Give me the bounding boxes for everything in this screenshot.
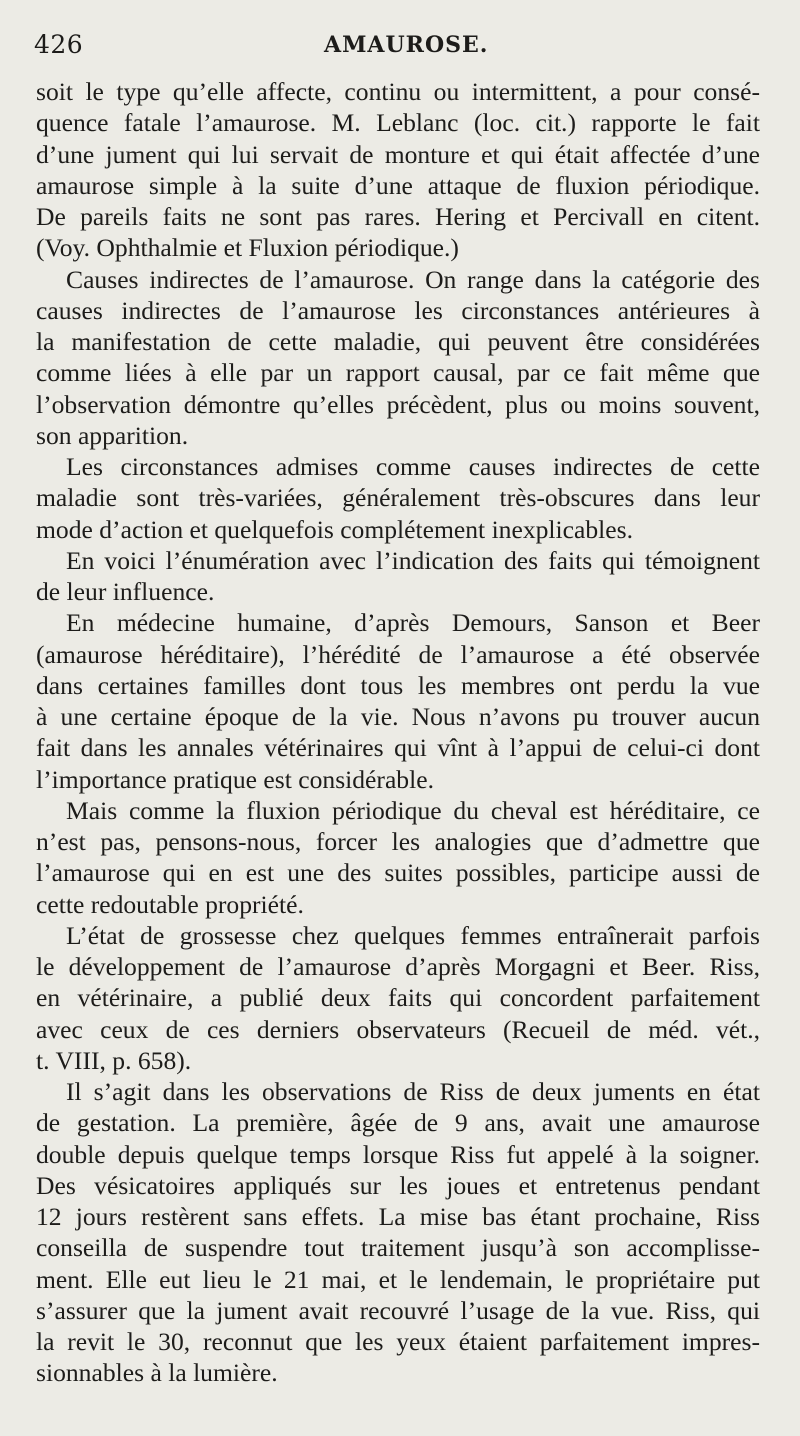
text-line: amaurose simple à la suite d’une attaque de fluxion périodique.	[36, 170, 760, 200]
text-line: soit le type qu’elle affecte, continu ou intermittent, a pour consé-	[36, 77, 760, 106]
text-line: Il s’agit dans les observations de Riss de deux juments en état	[66, 1077, 760, 1106]
text-line: quence fatale l’amaurose. M. Leblanc (loc. cit.) rapporte le fait	[36, 108, 760, 138]
text-line: de leur influence.	[36, 577, 215, 606]
text-line: conseilla de suspendre tout traitement jusqu’à son accomplisse-	[36, 1233, 760, 1263]
text-line: en vétérinaire, a publié deux faits qui concordent parfaitement	[36, 983, 760, 1013]
text-line: l’observation démontre qu’elles précèdent, plus ou moins souvent,	[36, 389, 760, 419]
text-line: de gestation. La première, âgée de 9 ans, avait une amaurose	[36, 1108, 760, 1138]
text-line: (Voy. Ophthalmie et Fluxion périodique.)	[36, 233, 459, 263]
text-line: la revit le 30, reconnut que les yeux étaient parfaitement impres-	[36, 1327, 760, 1356]
text-line: En voici l’énumération avec l’indication des faits qui témoignent	[66, 545, 760, 575]
text-line: mode d’action et quelquefois complétement inexplicables.	[36, 514, 633, 544]
text-line: t. VIII, p. 658).	[36, 1045, 192, 1075]
text-line: d’une jument qui lui servait de monture et qui était affectée d’une	[36, 139, 760, 169]
text-line: Causes indirectes de l’amaurose. On range dans la catégorie des	[66, 264, 760, 294]
text-line: maladie sont très-variées, généralement très-obscures dans leur	[36, 483, 760, 513]
text-line: son apparition.	[36, 420, 189, 450]
text-line: n’est pas, pensons-nous, forcer les analogies que d’admettre que	[36, 827, 760, 856]
text-line: dans certaines familles dont tous les membres ont perdu la vue	[36, 670, 760, 700]
running-title: AMAUROSE.	[324, 32, 489, 58]
body-text	[36, 76, 760, 1389]
text-line: causes indirectes de l’amaurose les circonstances antérieures à	[36, 295, 760, 325]
text-line: comme liées à elle par un rapport causal, par ce fait même que	[36, 358, 760, 388]
text-line: De pareils faits ne sont pas rares. Hering et Percivall en citent.	[36, 202, 760, 231]
text-line: sionnables à la lumière.	[36, 1358, 278, 1388]
text-line: l’importance pratique est considérable.	[36, 764, 434, 794]
text-line: s’assurer que la jument avait recouvré l’usage de la vue. Riss, qui	[36, 1295, 760, 1325]
text-line: 12 jours restèrent sans effets. La mise bas étant prochaine, Riss	[36, 1202, 760, 1231]
page-number: 426	[34, 30, 84, 59]
text-line: ment. Elle eut lieu le 21 mai, et le lendemain, le propriétaire put	[36, 1264, 760, 1294]
text-line: Mais comme la fluxion périodique du cheval est héréditaire, ce	[66, 795, 760, 825]
text-line: cette redoutable propriété.	[36, 889, 304, 919]
text-line: Les circonstances admises comme causes indirectes de cette	[66, 452, 760, 481]
text-line: (amaurose héréditaire), l’hérédité de l’amaurose a été observée	[36, 639, 760, 669]
text-line: l’amaurose qui en est une des suites possibles, participe aussi de	[36, 858, 760, 888]
text-line: à une certaine époque de la vie. Nous n’avons pu trouver aucun	[36, 702, 760, 731]
text-line: la manifestation de cette maladie, qui peuvent être considérées	[36, 327, 760, 356]
text-line: fait dans les annales vétérinaires qui vînt à l’appui de celui-ci dont	[36, 733, 760, 763]
text-line: Des vésicatoires appliqués sur les joues et entretenus pendant	[36, 1170, 760, 1200]
text-line: En médecine humaine, d’après Demours, Sanson et Beer	[66, 608, 760, 638]
text-line: double depuis quelque temps lorsque Riss fut appelé à la soigner.	[36, 1139, 760, 1169]
text-line: avec ceux de ces derniers observateurs (Recueil de méd. vét.,	[36, 1014, 760, 1044]
text-line: L’état de grossesse chez quelques femmes entraînerait parfois	[66, 920, 760, 950]
text-line: le développement de l’amaurose d’après Morgagni et Beer. Riss,	[36, 952, 760, 981]
page-header	[34, 30, 760, 64]
